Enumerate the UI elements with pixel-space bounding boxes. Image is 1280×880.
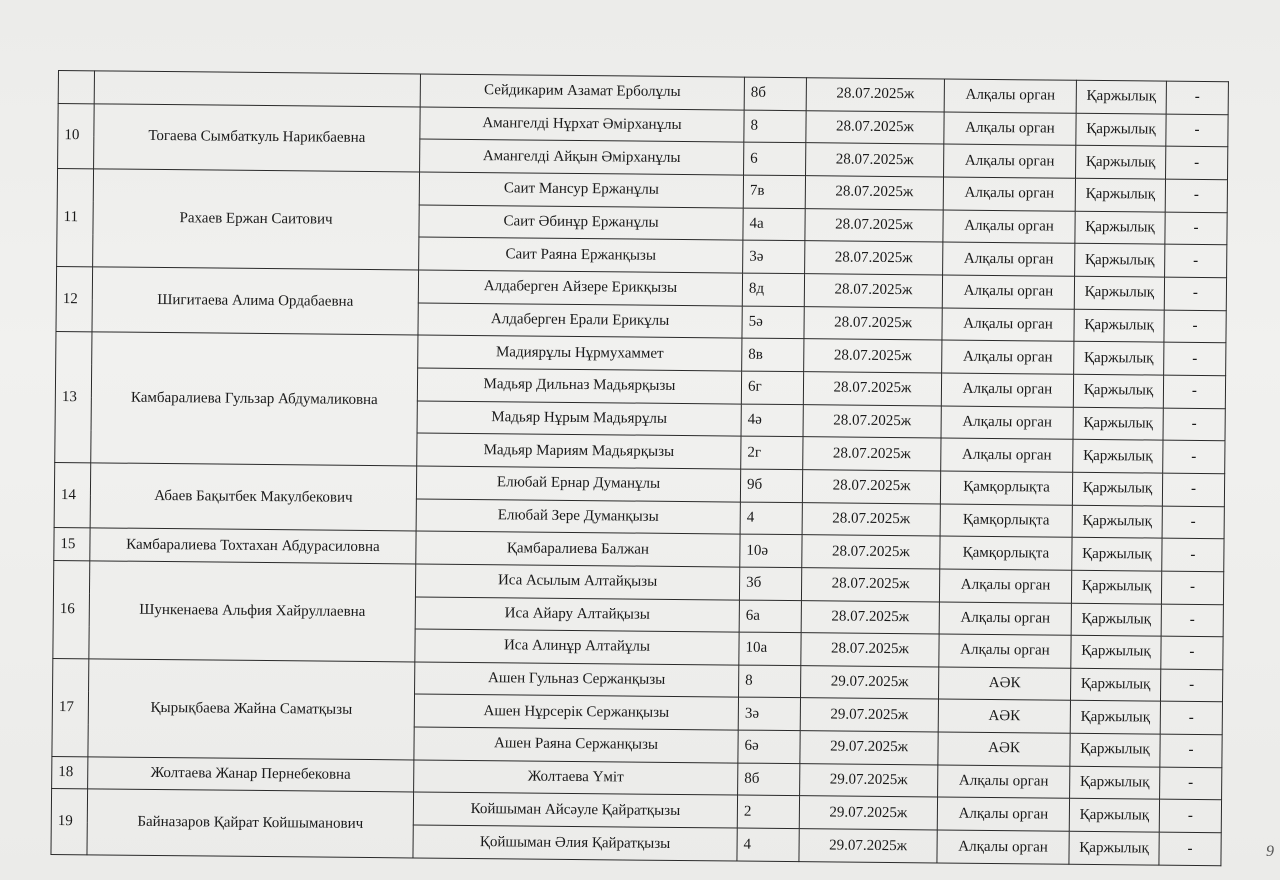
beneficiary-table [50, 70, 1228, 866]
category-cell: Қамқорлықта [940, 471, 1072, 505]
category-cell: Қамқорлықта [940, 536, 1072, 570]
child-name-cell: Саит Раяна Ержанқызы [419, 237, 743, 273]
aid-type-cell: Қаржылық [1073, 439, 1163, 473]
row-number-cell: 16 [53, 560, 90, 658]
row-number-cell [58, 71, 94, 104]
aid-type-cell: Қаржылық [1072, 505, 1162, 539]
parent-name-cell: Тогаева Сымбаткуль Нарикбаевна [94, 104, 421, 172]
child-name-cell: Мадиярұлы Нұрмухаммет [418, 335, 742, 371]
row-number-cell: 11 [57, 168, 94, 266]
aid-type-cell: Қаржылық [1075, 178, 1165, 212]
category-cell: Алқалы орган [941, 373, 1073, 407]
mark-cell: - [1162, 538, 1224, 571]
mark-cell: - [1159, 832, 1221, 865]
date-cell: 29.07.2025ж [800, 763, 938, 797]
parent-name-cell: Жолтаева Жанар Пернебековна [88, 757, 414, 793]
grade-cell: 2г [741, 436, 803, 469]
grade-cell: 8 [739, 665, 801, 698]
mark-cell: - [1163, 408, 1225, 441]
parent-name-cell: Шункенаева Альфия Хайруллаевна [89, 561, 416, 662]
grade-cell: 8в [742, 338, 804, 371]
mark-cell: - [1164, 342, 1226, 375]
grade-cell: 8 [744, 110, 806, 143]
aid-type-cell: Қаржылық [1071, 635, 1161, 669]
date-cell: 28.07.2025ж [806, 78, 944, 112]
mark-cell: - [1165, 179, 1227, 212]
page-number: 9 [1266, 843, 1274, 860]
aid-type-cell: Қаржылық [1076, 80, 1166, 114]
category-cell: Алқалы орган [941, 438, 1073, 472]
parent-name-cell: Рахаев Ержан Саитович [93, 169, 420, 270]
aid-type-cell: Қаржылық [1076, 146, 1166, 180]
category-cell: АӘК [938, 732, 1070, 766]
date-cell: 28.07.2025ж [803, 437, 941, 471]
mark-cell: - [1165, 244, 1227, 277]
date-cell: 28.07.2025ж [802, 535, 940, 569]
row-number-cell: 14 [54, 462, 91, 528]
category-cell: Алқалы орган [944, 79, 1076, 113]
mark-cell: - [1163, 440, 1225, 473]
child-name-cell: Амангелді Нұрхат Әмірханұлы [420, 107, 744, 143]
aid-type-cell: Қаржылық [1073, 374, 1163, 408]
grade-cell: 7в [743, 175, 805, 208]
grade-cell: 8б [738, 763, 800, 796]
grade-cell: 6 [744, 142, 806, 175]
date-cell: 28.07.2025ж [803, 404, 941, 438]
mark-cell: - [1166, 114, 1228, 147]
date-cell: 28.07.2025ж [805, 208, 943, 242]
aid-type-cell: Қаржылық [1076, 113, 1166, 147]
row-number-cell: 10 [58, 103, 95, 169]
category-cell: Алқалы орган [943, 177, 1075, 211]
child-name-cell: Ашен Раяна Сержанқызы [414, 727, 738, 763]
parent-name-cell [94, 71, 420, 107]
child-name-cell: Мадьяр Нұрым Мадьярұлы [417, 401, 741, 437]
date-cell: 28.07.2025ж [805, 241, 943, 275]
category-cell: Алқалы орган [937, 830, 1069, 864]
child-name-cell: Сейдикарим Азамат Ерболұлы [420, 74, 744, 110]
child-name-cell: Алдаберген Айзере Ерикқызы [418, 270, 742, 306]
date-cell: 28.07.2025ж [804, 339, 942, 373]
mark-cell: - [1160, 734, 1222, 767]
grade-cell: 6ә [738, 730, 800, 763]
date-cell: 28.07.2025ж [802, 470, 940, 504]
mark-cell: - [1159, 800, 1221, 833]
mark-cell: - [1166, 146, 1228, 179]
grade-cell: 8д [742, 273, 804, 306]
date-cell: 28.07.2025ж [804, 274, 942, 308]
grade-cell: 3б [739, 567, 801, 600]
aid-type-cell: Қаржылық [1071, 603, 1161, 637]
date-cell: 29.07.2025ж [800, 731, 938, 765]
mark-cell: - [1162, 473, 1224, 506]
parent-name-cell: Абаев Бақытбек Макулбекович [90, 463, 417, 531]
grade-cell: 5ә [742, 306, 804, 339]
aid-type-cell: Қаржылық [1073, 407, 1163, 441]
aid-type-cell: Қаржылық [1069, 831, 1159, 865]
category-cell: Алқалы орган [937, 797, 1069, 831]
category-cell: АӘК [938, 699, 1070, 733]
category-cell: Алқалы орган [942, 340, 1074, 374]
category-cell: Алқалы орган [941, 406, 1073, 440]
date-cell: 28.07.2025ж [806, 143, 944, 177]
grade-cell: 6а [739, 600, 801, 633]
category-cell: Алқалы орган [939, 569, 1071, 603]
aid-type-cell: Қаржылық [1071, 570, 1161, 604]
grade-cell: 10а [739, 632, 801, 665]
date-cell: 29.07.2025ж [800, 698, 938, 732]
mark-cell: - [1164, 310, 1226, 343]
date-cell: 28.07.2025ж [805, 176, 943, 210]
parent-name-cell: Шигитаева Алима Ордабаевна [92, 267, 419, 335]
child-name-cell: Ашен Нұрсерік Сержанқызы [414, 694, 738, 730]
date-cell: 28.07.2025ж [806, 110, 944, 144]
date-cell: 28.07.2025ж [801, 568, 939, 602]
row-number-cell: 15 [54, 528, 90, 561]
child-name-cell: Иса Айару Алтайқызы [415, 596, 739, 632]
child-name-cell: Жолтаева Үміт [414, 760, 738, 796]
child-name-cell: Қамбаралиева Балжан [416, 531, 740, 567]
aid-type-cell: Қаржылық [1074, 309, 1164, 343]
mark-cell: - [1165, 212, 1227, 245]
aid-type-cell: Қаржылық [1069, 799, 1159, 833]
grade-cell: 3ә [743, 240, 805, 273]
parent-name-cell: Камбаралиева Гульзар Абдумаликовна [91, 332, 418, 466]
mark-cell: - [1160, 669, 1222, 702]
mark-cell: - [1161, 571, 1223, 604]
child-name-cell: Амангелді Айқын Әмірханұлы [420, 139, 744, 175]
mark-cell: - [1161, 636, 1223, 669]
mark-cell: - [1161, 604, 1223, 637]
mark-cell: - [1160, 767, 1222, 800]
category-cell: Алқалы орган [939, 634, 1071, 668]
category-cell: Алқалы орган [944, 112, 1076, 146]
mark-cell: - [1162, 506, 1224, 539]
date-cell: 28.07.2025ж [804, 306, 942, 340]
category-cell: Алқалы орган [944, 144, 1076, 178]
grade-cell: 6г [741, 371, 803, 404]
row-number-cell: 12 [56, 266, 93, 332]
mark-cell: - [1160, 702, 1222, 735]
category-cell: Алқалы орган [938, 765, 1070, 799]
child-name-cell: Саит Мансур Ержанұлы [419, 172, 743, 208]
grade-cell: 4а [743, 208, 805, 241]
parent-name-cell: Қырықбаева Жайна Саматқызы [88, 659, 415, 760]
row-number-cell: 19 [51, 789, 88, 855]
mark-cell: - [1166, 81, 1228, 114]
grade-cell: 4ә [741, 404, 803, 437]
aid-type-cell: Қаржылық [1070, 733, 1160, 767]
mark-cell: - [1163, 375, 1225, 408]
grade-cell: 3ә [738, 698, 800, 731]
category-cell: АӘК [938, 667, 1070, 701]
date-cell: 28.07.2025ж [801, 600, 939, 634]
category-cell: Алқалы орган [943, 242, 1075, 276]
row-number-cell: 13 [55, 332, 92, 463]
category-cell: Алқалы орган [939, 601, 1071, 635]
child-name-cell: Елюбай Зере Думанқызы [416, 498, 740, 534]
child-name-cell: Мадьяр Мариям Мадьярқызы [417, 433, 741, 469]
aid-type-cell: Қаржылық [1075, 244, 1165, 278]
aid-type-cell: Қаржылық [1074, 276, 1164, 310]
category-cell: Алқалы орган [942, 308, 1074, 342]
grade-cell: 4 [737, 828, 799, 861]
grade-cell: 9б [740, 469, 802, 502]
date-cell: 28.07.2025ж [802, 502, 940, 536]
category-cell: Қамқорлықта [940, 504, 1072, 538]
grade-cell: 10ә [740, 534, 802, 567]
date-cell: 29.07.2025ж [801, 665, 939, 699]
grade-cell: 2 [737, 795, 799, 828]
aid-type-cell: Қаржылық [1070, 668, 1160, 702]
child-name-cell: Саит Әбинұр Ержанұлы [419, 205, 743, 241]
aid-type-cell: Қаржылық [1072, 537, 1162, 571]
aid-type-cell: Қаржылық [1072, 472, 1162, 506]
date-cell: 29.07.2025ж [799, 796, 937, 830]
child-name-cell: Қойшыман Әлия Қайратқызы [413, 825, 737, 861]
child-name-cell: Койшыман Айсәуле Қайратқызы [413, 792, 737, 828]
parent-name-cell: Байназаров Қайрат Койшыманович [87, 789, 414, 858]
category-cell: Алқалы орган [942, 275, 1074, 309]
child-name-cell: Мадьяр Дильназ Мадьярқызы [417, 368, 741, 404]
child-name-cell: Алдаберген Ерали Ерикұлы [418, 303, 742, 339]
child-name-cell: Иса Алинұр Алтайұлы [415, 629, 739, 665]
row-number-cell: 18 [52, 756, 88, 789]
category-cell: Алқалы орган [943, 210, 1075, 244]
aid-type-cell: Қаржылық [1070, 701, 1160, 735]
date-cell: 29.07.2025ж [799, 829, 937, 863]
row-number-cell: 17 [52, 658, 89, 756]
mark-cell: - [1164, 277, 1226, 310]
aid-type-cell: Қаржылық [1075, 211, 1165, 245]
grade-cell: 8б [744, 77, 806, 110]
child-name-cell: Иса Асылым Алтайқызы [415, 564, 739, 600]
grade-cell: 4 [740, 502, 802, 535]
aid-type-cell: Қаржылық [1074, 342, 1164, 376]
aid-type-cell: Қаржылық [1070, 766, 1160, 800]
child-name-cell: Ашен Гульназ Сержанқызы [415, 662, 739, 698]
date-cell: 28.07.2025ж [803, 372, 941, 406]
parent-name-cell: Камбаралиева Тохтахан Абдурасиловна [90, 528, 416, 564]
date-cell: 28.07.2025ж [801, 633, 939, 667]
child-name-cell: Елюбай Ернар Думанұлы [416, 466, 740, 502]
